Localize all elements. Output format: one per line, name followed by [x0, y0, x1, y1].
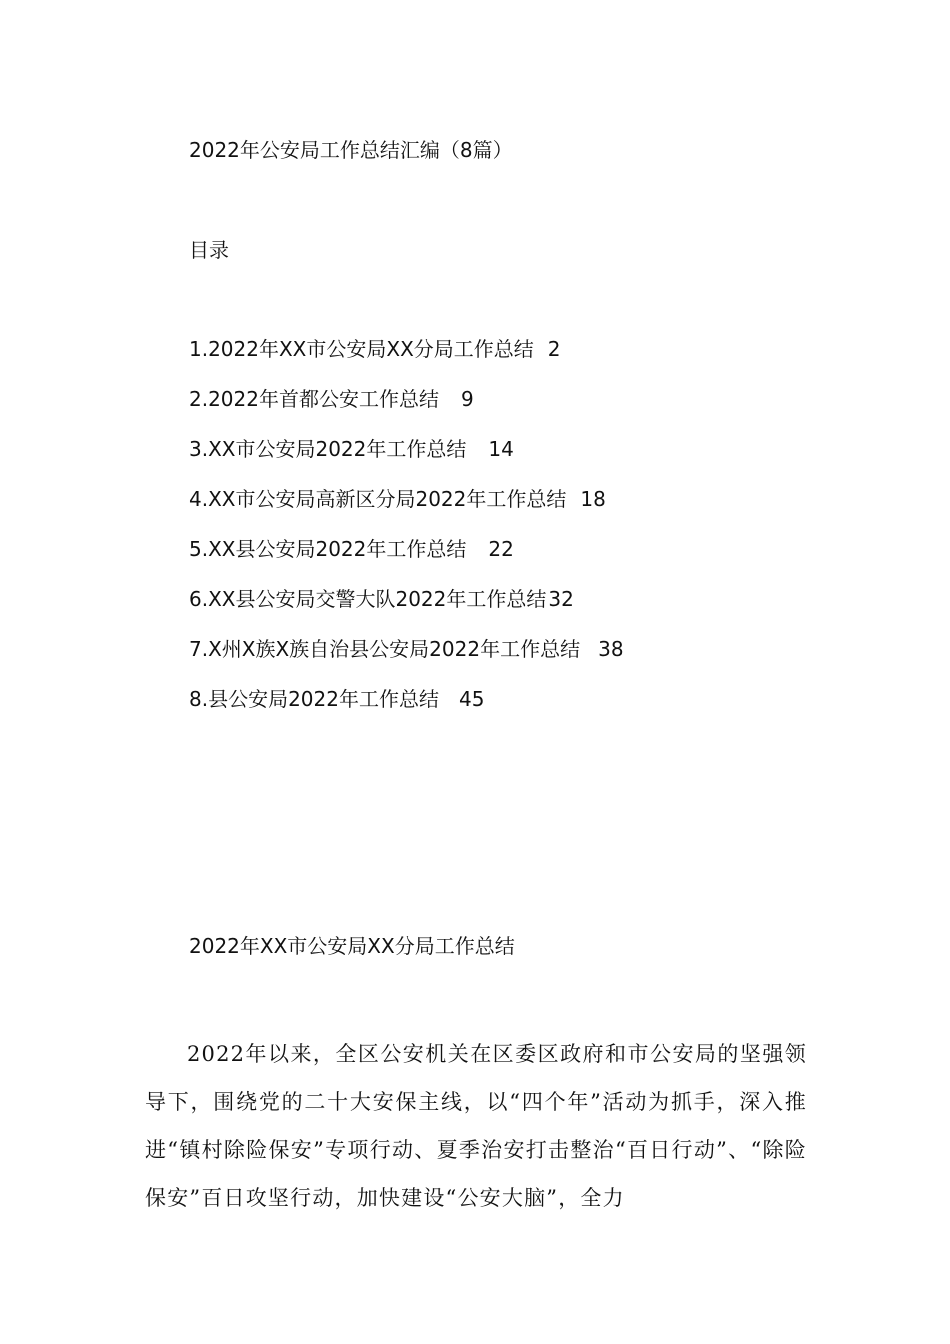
document-title: 2022年公安局工作总结汇编（8篇） [189, 138, 513, 162]
toc-item-page: 38 [598, 637, 624, 661]
toc-item-label: 8.县公安局2022年工作总结 [189, 687, 439, 711]
toc-item-page: 32 [548, 587, 574, 611]
toc-item[interactable] [189, 485, 624, 535]
toc-item-label: 3.XX市公安局2022年工作总结 [189, 437, 467, 461]
toc-item-page: 2 [547, 337, 561, 361]
toc-item-label: 6.XX县公安局交警大队2022年工作总结 [189, 587, 547, 611]
table-of-contents [189, 335, 624, 735]
toc-item-page: 45 [458, 687, 485, 711]
toc-item-label: 2.2022年首都公安工作总结 [189, 387, 439, 411]
toc-item[interactable] [189, 335, 624, 385]
toc-item-label: 1.2022年XX市公安局XX分局工作总结 [189, 337, 534, 361]
section-title: 2022年XX市公安局XX分局工作总结 [189, 934, 515, 958]
toc-item[interactable] [189, 685, 624, 735]
toc-item-label: 4.XX市公安局高新区分局2022年工作总结 [189, 487, 567, 511]
toc-item-label: 7.X州X族X族自治县公安局2022年工作总结 [189, 637, 581, 661]
toc-item[interactable] [189, 385, 624, 435]
toc-item-page: 9 [460, 387, 474, 411]
toc-item[interactable] [189, 585, 624, 635]
toc-item-page: 22 [488, 537, 514, 561]
body-paragraph: 2022年以来，全区公安机关在区委区政府和市公安局的坚强领导下，围绕党的二十大安保主线，以“四个年”活动为抓手，深入推进“镇村除险保安”专项行动、夏季治安打击整治“百日行动”、“除险保安”百日攻坚行动，加快建设“公安大脑”，全力 [145, 1042, 807, 1210]
toc-item[interactable] [189, 535, 624, 585]
toc-heading: 目录 [189, 238, 229, 262]
toc-item-page: 14 [488, 437, 514, 461]
toc-item-label: 5.XX县公安局2022年工作总结 [189, 537, 467, 561]
toc-item[interactable] [189, 435, 624, 485]
toc-item[interactable] [189, 635, 624, 685]
toc-item-page: 18 [580, 487, 606, 511]
